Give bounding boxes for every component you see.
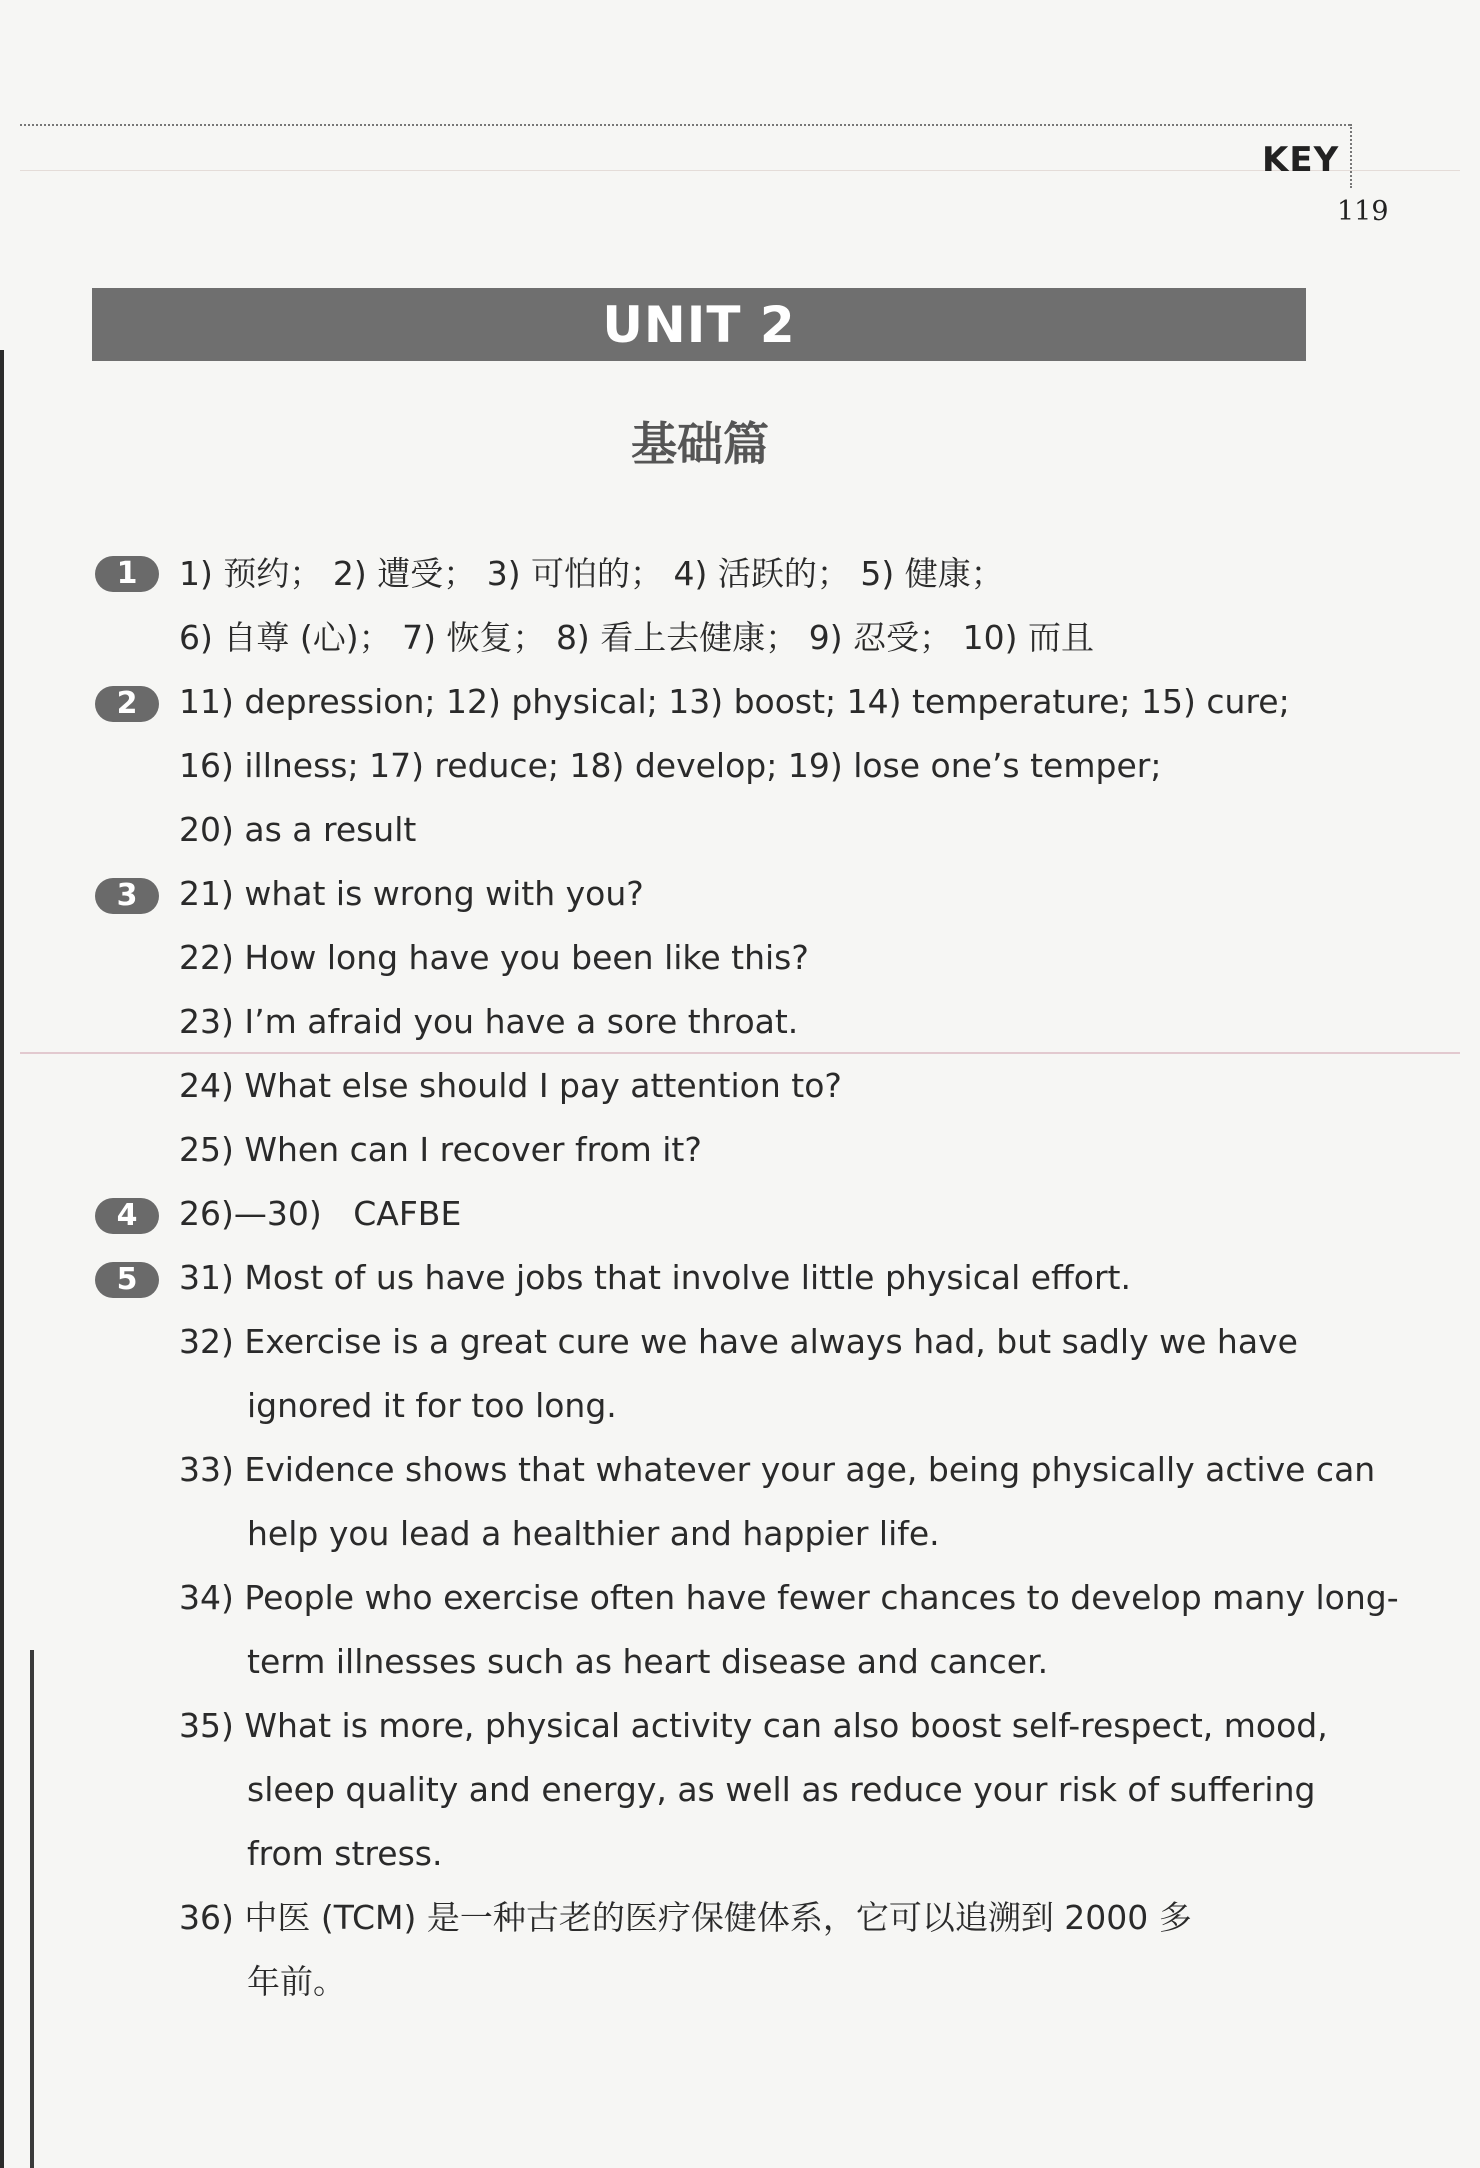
key-label: KEY	[1262, 140, 1340, 180]
answer-line: 34) People who exercise often have fewer chances to develop many long-	[179, 1578, 1399, 1617]
exercise-badge: 1	[95, 556, 159, 592]
answer-line: 25) When can I recover from it?	[179, 1130, 702, 1169]
answer-line: 33) Evidence shows that whatever your age, being physically active can	[179, 1450, 1376, 1489]
answer-line: 22) How long have you been like this?	[179, 938, 809, 977]
answer-line: help you lead a healthier and happier life.	[247, 1514, 940, 1553]
answer-line: 32) Exercise is a great cure we have always had, but sadly we have	[179, 1322, 1298, 1361]
answer-line: 36) 中医 (TCM) 是一种古老的医疗保健体系，它可以追溯到 2000 多	[179, 1898, 1192, 1937]
answer-line: 年前。	[247, 1962, 346, 2001]
answer-line: 24) What else should I pay attention to?	[179, 1066, 842, 1105]
exercise-badge: 4	[95, 1198, 159, 1234]
answer-line: 1) 预约； 2) 遭受； 3) 可怕的； 4) 活跃的； 5) 健康；	[179, 554, 1004, 593]
exercise-badge: 5	[95, 1262, 159, 1298]
exercise-badge: 2	[95, 686, 159, 722]
answer-line: 11) depression; 12) physical; 13) boost; 14) temperature; 15) cure;	[179, 682, 1290, 721]
answer-line: sleep quality and energy, as well as reduce your risk of suffering	[247, 1770, 1316, 1809]
unit-title: UNIT 2	[602, 295, 796, 354]
header-faint-rule	[20, 170, 1460, 171]
page-binding-edge-shadow	[30, 1650, 34, 2168]
exercise-badge: 3	[95, 878, 159, 914]
answer-line: 20) as a result	[179, 810, 417, 849]
answer-line: 21) what is wrong with you?	[179, 874, 644, 913]
answer-line: 35) What is more, physical activity can also boost self-respect, mood,	[179, 1706, 1328, 1745]
answer-line: 26)—30) CAFBE	[179, 1194, 462, 1233]
answer-line: ignored it for too long.	[247, 1386, 617, 1425]
header-dotted-corner	[1350, 124, 1352, 188]
answer-line: term illnesses such as heart disease and cancer.	[247, 1642, 1049, 1681]
page-fold-line	[20, 1052, 1460, 1054]
answer-line: 31) Most of us have jobs that involve little physical effort.	[179, 1258, 1131, 1297]
header-dotted-rule	[20, 124, 1350, 126]
unit-banner	[92, 288, 1306, 361]
answer-line: 16) illness; 17) reduce; 18) develop; 19) lose one’s temper;	[179, 746, 1162, 785]
page-number: 119	[1337, 196, 1389, 227]
page-binding-edge	[0, 350, 4, 2168]
section-heading: 基础篇	[631, 417, 769, 471]
answer-line: 23) I’m afraid you have a sore throat.	[179, 1002, 799, 1041]
answer-line: 6) 自尊 (心)； 7) 恢复； 8) 看上去健康； 9) 忍受； 10) 而且	[179, 618, 1094, 657]
answer-line: from stress.	[247, 1834, 443, 1873]
